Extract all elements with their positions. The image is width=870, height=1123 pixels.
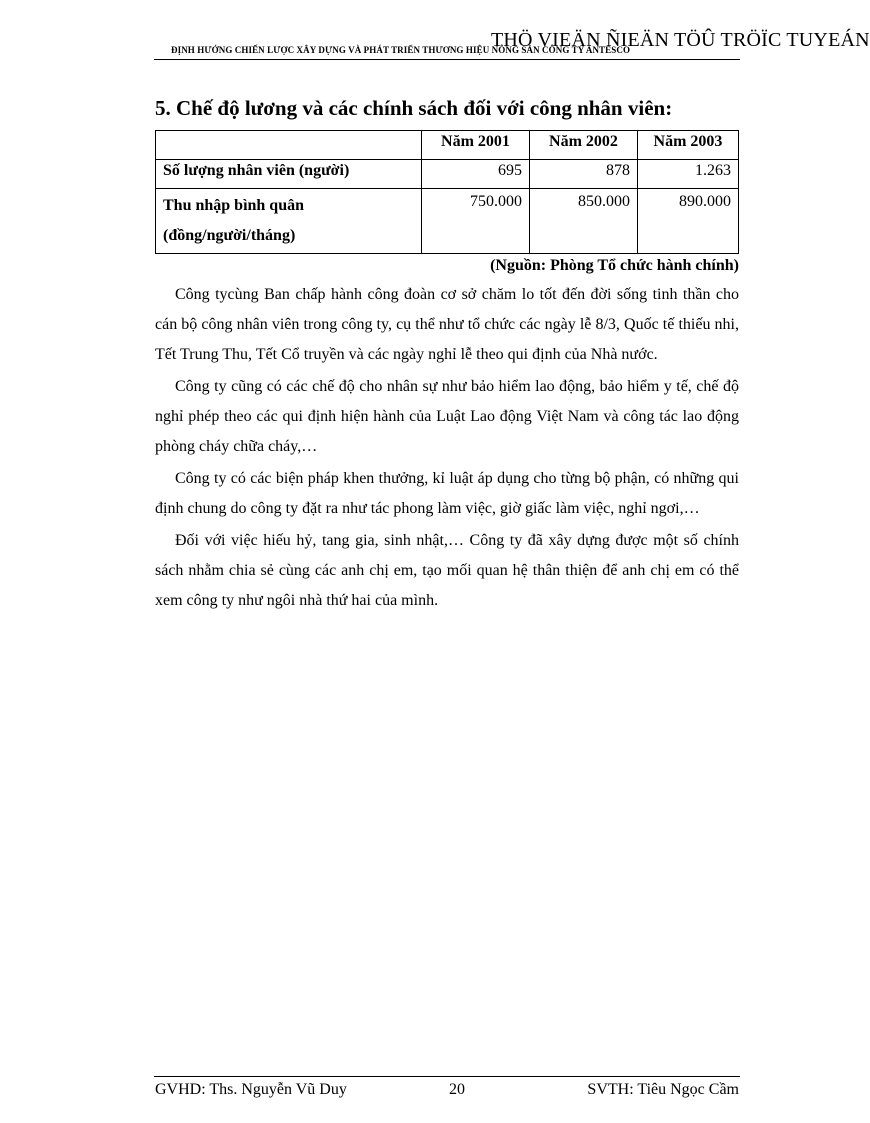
table-header-cell: Năm 2001 <box>422 131 530 160</box>
table-header-cell: Năm 2002 <box>530 131 638 160</box>
table-cell: 750.000 <box>422 189 530 254</box>
student-label: SVTH: Tiêu Ngọc Cầm <box>587 1081 739 1098</box>
table-cell: 850.000 <box>530 189 638 254</box>
body-text <box>155 280 739 618</box>
table-cell: 878 <box>530 160 638 189</box>
supervisor-label: GVHD: Ths. Nguyễn Vũ Duy <box>155 1081 347 1098</box>
library-watermark: THÖ VIEÄN ÑIEÄN TÖÛ TRÖÏC TUYEÁN <box>491 29 870 51</box>
paragraph: Đối với việc hiếu hỷ, tang gia, sinh nhật,… Công ty đã xây dựng được một số chính sách nhằm chia sẻ cùng các anh chị em, tạo mối quan hệ thân thiện để anh chị em có thể xem công ty như ngôi nhà thứ hai của mình. <box>155 532 739 609</box>
paragraph: Công ty có các biện pháp khen thưởng, kỉ luật áp dụng cho từng bộ phận, có những qui định chung do công ty đặt ra như tác phong làm việc, giờ giấc làm việc, nghỉ ngơi,… <box>155 470 739 517</box>
table-header-cell: Năm 2003 <box>638 131 739 160</box>
row-label-line: (đồng/người/tháng) <box>163 227 296 244</box>
table-cell: 1.263 <box>638 160 739 189</box>
running-header: ĐỊNH HƯỚNG CHIẾN LƯỢC XÂY DỰNG VÀ PHÁT TRIỂN THƯƠNG HIỆU NÔNG SẢN CÔNG TY ANTESCO <box>171 45 631 55</box>
row-label: Số lượng nhân viên (người) <box>156 160 422 189</box>
salary-table <box>155 130 739 254</box>
paragraph: Công tycùng Ban chấp hành công đoàn cơ sở chăm lo tốt đến đời sống tinh thần cho cán bộ công nhân viên trong công ty, cụ thể như tổ chức các ngày lễ 8/3, Quốc tế thiếu nhi, Tết Trung Thu, Tết Cổ truyền và các ngày nghỉ lễ theo qui định của Nhà nước. <box>155 286 739 363</box>
paragraph: Công ty cũng có các chế độ cho nhân sự như bảo hiểm lao động, bảo hiểm y tế, chế độ nghỉ phép theo các qui định hiện hành của Luật Lao động Việt Nam và công tác lao động phòng cháy chữa cháy,… <box>155 378 739 455</box>
page-number: 20 <box>449 1081 465 1098</box>
table-source-note: (Nguồn: Phòng Tổ chức hành chính) <box>490 257 739 274</box>
footer-rule <box>154 1076 740 1077</box>
header-rule <box>154 59 740 60</box>
row-label-line: Thu nhập bình quân <box>163 197 304 214</box>
table-row <box>156 189 739 254</box>
table-row <box>156 160 739 189</box>
section-title: 5. Chế độ lương và các chính sách đối với công nhân viên: <box>155 96 673 120</box>
table-cell: 890.000 <box>638 189 739 254</box>
row-label <box>156 189 422 254</box>
table-cell: 695 <box>422 160 530 189</box>
table-header-cell <box>156 131 422 160</box>
table-header-row <box>156 131 739 160</box>
